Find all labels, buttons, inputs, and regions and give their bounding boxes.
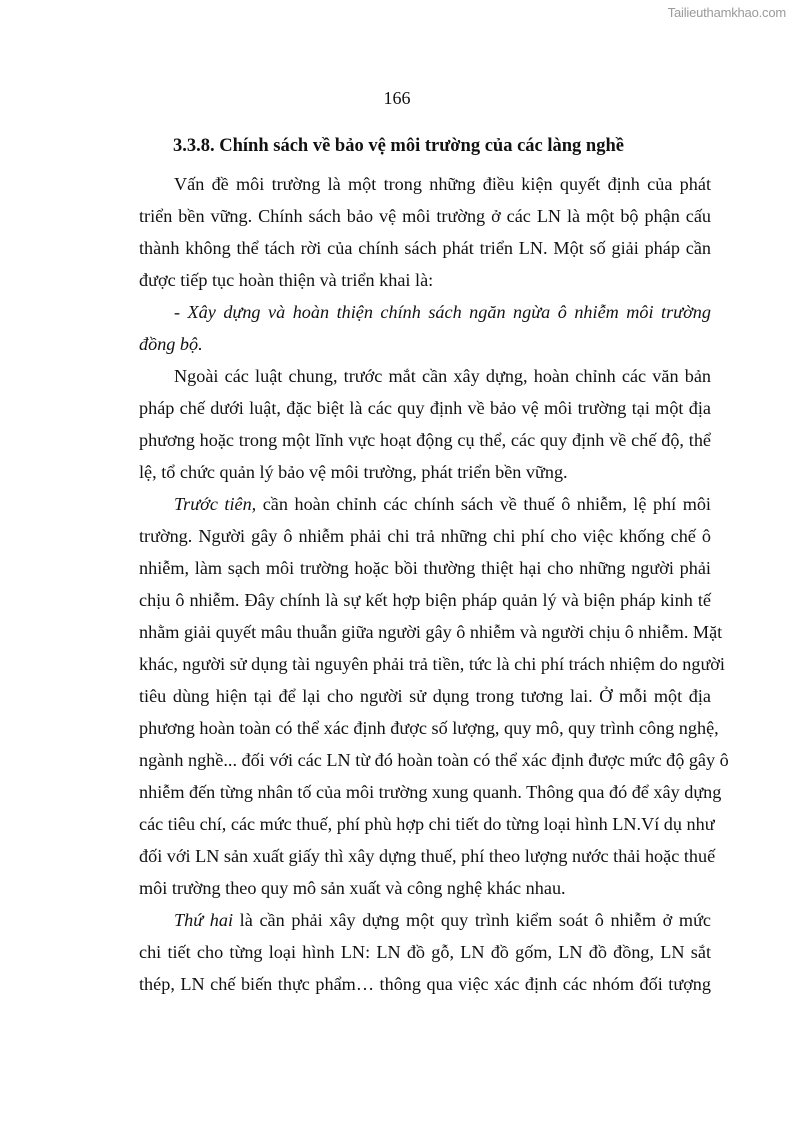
- text-line: trường. Người gây ô nhiễm phải chi trả những chi phí cho việc khống chế ô: [139, 526, 711, 546]
- page-number: 166: [383, 88, 411, 108]
- text-line: ngành nghề... đối với các LN từ đó hoàn toàn có thể xác định được mức độ gây ô: [139, 750, 729, 770]
- paragraph-1: [139, 168, 711, 296]
- text-line: triển bền vững. Chính sách bảo vệ môi trường ở các LN là một bộ phận cấu: [139, 206, 711, 226]
- text-line: chi tiết cho từng loại hình LN: LN đồ gỗ, LN đồ gốm, LN đồ đồng, LN sắt: [139, 942, 711, 962]
- text-line: tiêu dùng hiện tại để lại cho người sử dụng trong tương lai. Ở mỗi một địa: [139, 686, 711, 706]
- watermark: Tailieuthamkhao.com: [667, 5, 786, 20]
- paragraph-5: [139, 904, 711, 1000]
- text-line: lệ, tổ chức quản lý bảo vệ môi trường, phát triển bền vững.: [139, 462, 568, 482]
- text-line: - Xây dựng và hoàn thiện chính sách ngăn ngừa ô nhiễm môi trường: [174, 302, 711, 322]
- text-line: phương hoặc trong một lĩnh vực hoạt động cụ thể, các quy định về chế độ, thể: [139, 430, 711, 450]
- text-line: đối với LN sản xuất giấy thì xây dựng thuế, phí theo lượng nước thải hoặc thuế: [139, 846, 716, 866]
- paragraph-4: [139, 488, 729, 904]
- text-line: thành không thể tách rời của chính sách phát triển LN. Một số giải pháp cần: [139, 238, 711, 258]
- section-title: 3.3.8. Chính sách về bảo vệ môi trường của các làng nghề: [173, 136, 624, 156]
- paragraph-3: [139, 360, 711, 488]
- text-line: môi trường theo quy mô sản xuất và công nghệ khác nhau.: [139, 878, 566, 898]
- text-span: cần hoàn chỉnh các chính sách về thuế ô nhiễm, lệ phí môi: [256, 494, 711, 514]
- text-line: [139, 488, 711, 520]
- text-line: Vấn đề môi trường là một trong những điều kiện quyết định của phát: [174, 174, 711, 194]
- paragraph-2-heading: [139, 296, 711, 360]
- text-line: pháp chế dưới luật, đặc biệt là các quy định về bảo vệ môi trường tại một địa: [139, 398, 711, 418]
- text-line: [139, 904, 711, 936]
- italic-lead: Trước tiên,: [174, 494, 257, 514]
- text-line: thép, LN chế biến thực phẩm… thông qua việc xác định các nhóm đối tượng: [139, 974, 711, 994]
- text-line: các tiêu chí, các mức thuế, phí phù hợp chi tiết do từng loại hình LN.Ví dụ như: [139, 814, 715, 834]
- italic-lead: Thứ hai: [174, 910, 234, 930]
- text-line: chịu ô nhiễm. Đây chính là sự kết hợp biện pháp quản lý và biện pháp kinh tế: [139, 590, 711, 610]
- text-line: Ngoài các luật chung, trước mắt cần xây dựng, hoàn chỉnh các văn bản: [174, 366, 711, 386]
- text-line: khác, người sử dụng tài nguyên phải trả tiền, tức là chi phí trách nhiệm do người: [139, 654, 725, 674]
- text-span: là cần phải xây dựng một quy trình kiểm soát ô nhiễm ở mức: [233, 910, 711, 930]
- text-line: nhiễm, làm sạch môi trường hoặc bồi thường thiệt hại cho những người phải: [139, 558, 711, 578]
- text-line: nhằm giải quyết mâu thuẫn giữa người gây ô nhiễm và người chịu ô nhiễm. Mặt: [139, 622, 723, 642]
- text-line: nhiễm đến từng nhân tố của môi trường xung quanh. Thông qua đó để xây dựng: [139, 782, 722, 802]
- text-line: được tiếp tục hoàn thiện và triển khai là:: [139, 270, 434, 290]
- document-body: [139, 168, 729, 1000]
- text-line: đồng bộ.: [139, 334, 203, 354]
- text-line: phương hoàn toàn có thể xác định được số lượng, quy mô, quy trình công nghệ,: [139, 718, 719, 738]
